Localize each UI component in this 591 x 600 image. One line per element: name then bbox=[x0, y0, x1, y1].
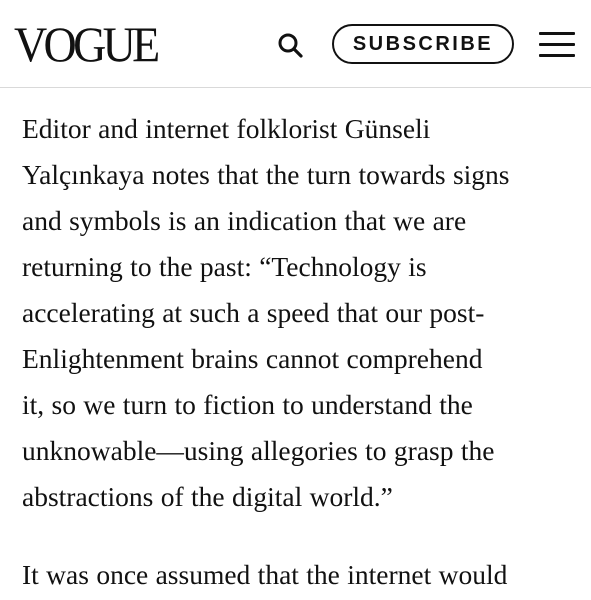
paragraph-line: returning to the past: “Technology is bbox=[22, 251, 427, 282]
search-icon bbox=[276, 31, 306, 61]
paragraph-line: abstractions of the digital world.” bbox=[22, 481, 393, 512]
paragraph-line: and symbols is an indication that we are bbox=[22, 205, 467, 236]
menu-button[interactable] bbox=[539, 28, 575, 60]
hamburger-menu-icon bbox=[539, 32, 575, 35]
article-paragraph bbox=[22, 106, 582, 520]
paragraph-line: Enlightenment brains cannot comprehend bbox=[22, 343, 483, 374]
hamburger-menu-icon bbox=[539, 43, 575, 46]
paragraph-line: Editor and internet folklorist Günseli bbox=[22, 113, 431, 144]
subscribe-button[interactable]: SUBSCRIBE bbox=[332, 24, 514, 64]
article-paragraph bbox=[22, 552, 582, 598]
article-body bbox=[22, 106, 582, 598]
hamburger-menu-icon bbox=[539, 54, 575, 57]
site-header bbox=[0, 0, 591, 88]
search-button[interactable] bbox=[276, 31, 306, 61]
paragraph-line: It was once assumed that the internet would bbox=[22, 559, 508, 590]
paragraph-line: accelerating at such a speed that our post- bbox=[22, 297, 485, 328]
paragraph-line: Yalçınkaya notes that the turn towards signs bbox=[22, 159, 510, 190]
vogue-logo[interactable]: VOGUE bbox=[14, 16, 157, 72]
paragraph-line: it, so we turn to fiction to understand the bbox=[22, 389, 473, 420]
paragraph-line: unknowable—using allegories to grasp the bbox=[22, 435, 495, 466]
